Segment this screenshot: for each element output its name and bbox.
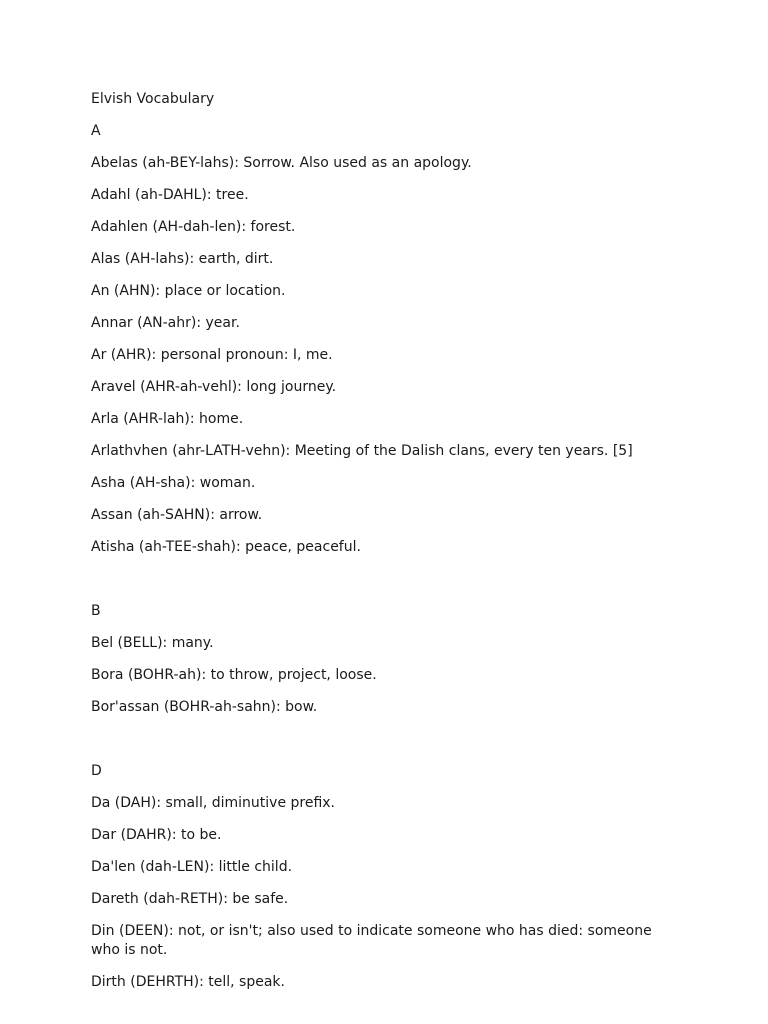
vocabulary-entry: An (AHN): place or location. (91, 283, 286, 299)
document-page (91, 90, 671, 1005)
vocabulary-entry: Dirth (DEHRTH): tell, speak. (91, 974, 285, 990)
vocabulary-entry: Alas (AH-lahs): earth, dirt. (91, 251, 274, 267)
section-letter-heading: B (91, 603, 101, 619)
vocabulary-entry: Dar (DAHR): to be. (91, 827, 222, 843)
vocabulary-sections (91, 122, 671, 992)
letter-section (91, 762, 671, 992)
document-title: Elvish Vocabulary (91, 91, 215, 107)
section-letter-heading: D (91, 763, 102, 779)
vocabulary-entry: Bel (BELL): many. (91, 635, 214, 651)
letter-section (91, 122, 671, 557)
vocabulary-entry: Arla (AHR-lah): home. (91, 411, 244, 427)
section-letter-heading: A (91, 123, 101, 139)
vocabulary-entry: Ar (AHR): personal pronoun: I, me. (91, 347, 333, 363)
vocabulary-entry: Bor'assan (BOHR-ah-sahn): bow. (91, 699, 318, 715)
vocabulary-entry: Adahlen (AH-dah-len): forest. (91, 219, 296, 235)
vocabulary-entry: Adahl (ah-DAHL): tree. (91, 187, 249, 203)
vocabulary-entry: Bora (BOHR-ah): to throw, project, loose. (91, 667, 377, 683)
section-spacer (91, 730, 671, 762)
vocabulary-entry: Da (DAH): small, diminutive prefix. (91, 795, 336, 811)
vocabulary-entry: Asha (AH-sha): woman. (91, 475, 256, 491)
vocabulary-entry: Dareth (dah-RETH): be safe. (91, 891, 289, 907)
vocabulary-entry: Da'len (dah-LEN): little child. (91, 859, 293, 875)
section-spacer (91, 570, 671, 602)
letter-section (91, 602, 671, 717)
vocabulary-entry: Abelas (ah-BEY-lahs): Sorrow. Also used as an apology. (91, 155, 472, 171)
vocabulary-entry: Aravel (AHR-ah-vehl): long journey. (91, 379, 337, 395)
vocabulary-entry: Assan (ah-SAHN): arrow. (91, 507, 263, 523)
vocabulary-entry: Din (DEEN): not, or isn't; also used to indicate someone who has died: someone who is not. (91, 923, 652, 958)
vocabulary-entry: Arlathvhen (ahr-LATH-vehn): Meeting of the Dalish clans, every ten years. [5] (91, 443, 633, 459)
vocabulary-entry: Atisha (ah-TEE-shah): peace, peaceful. (91, 539, 361, 555)
vocabulary-entry: Annar (AN-ahr): year. (91, 315, 240, 331)
